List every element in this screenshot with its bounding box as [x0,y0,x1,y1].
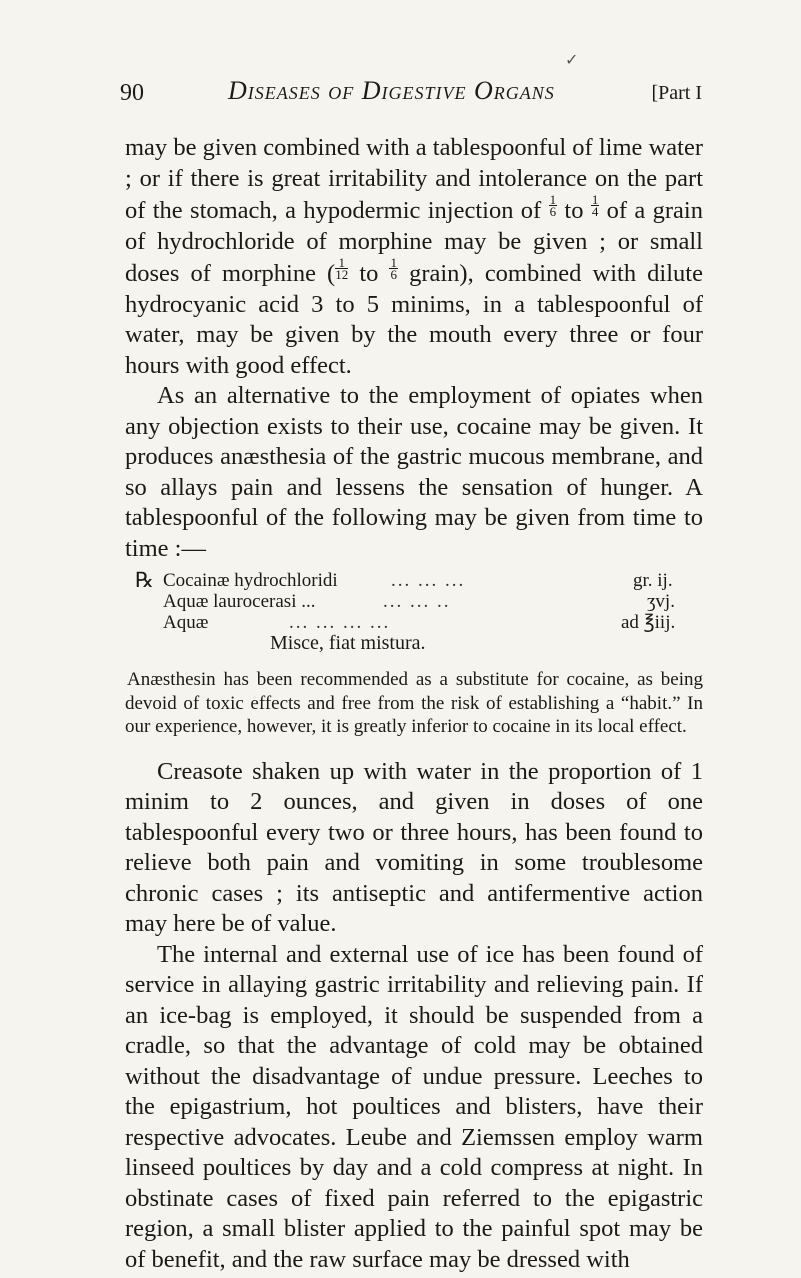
part-label: [Part I [651,82,702,104]
paragraph-cocaine: As an alternative to the employment of opiates when any objection exists to their use, cocaine may be given. It produces anæsthesia of the gastric mucous membrane, and so allays pain and lessens the sensation of hunger. A tablespoonful of the following may be given from time to time :— [125,382,703,562]
text-run: of a grain of hydrochloride of morphine may be given ; or small doses of morphine ( [125,197,703,287]
paragraph-creasote: Creasote shaken up with water in the proportion of 1 minim to 2 ounces, and given in doses of one tablespoonful every two or three hours, has been found to relieve both pain and vomiting in some troublesome chronic cases ; its antiseptic and antifermentive action may here be of value. [125,757,703,937]
running-header [120,76,702,116]
fraction-numerator: 1 [335,257,348,269]
footnote-anaesthesin: Anæsthesin has been recommended as a substitute for cocaine, as being devoid of toxic effects and free from the risk of establishing a “habit.” In our experience, however, it is greatly inferior to cocaine in its local effect. [125,669,703,737]
prescription-block [125,570,703,654]
recipe-symbol: ℞ [135,568,154,592]
page-body [125,133,703,1275]
page-number: 90 [120,80,144,106]
prescription-ingredient: Aquæ [163,612,209,633]
prescription-dots: ... ... ... ... [289,612,391,633]
running-title-part1: Diseases of [228,76,362,105]
prescription-ingredient: Aquæ laurocerasi ... [163,591,316,612]
text-run: to [557,197,591,224]
text-run: may be given combined with a tablespoonful of lime water ; or if there is great irritability and intolerance on the part of the stomach, a hypodermic injection of [125,134,703,224]
fraction-one-twelfth [335,257,348,280]
paragraph-ice: The internal and external use of ice has been found of service in allaying gastric irritability and relieving pain. If an ice-bag is employed, it should be suspended from a cradle, so that the advantage of cold may be obtained without the disadvantage of undue pressure. Leeches to the epigastrium, hot poultices and blisters, have their respective advocates. Leube and Ziemssen employ warm linseed poultices by day and a cold compress at night. In obstinate cases of fixed pain referred to the epigastric region, a small blister applied to the painful spot may be of benefit, and the raw surface may be dressed with [125,940,703,1273]
prescription-amount: ad ℥iij. [621,612,676,633]
section-gap [125,739,703,757]
running-title [228,76,555,106]
running-title-part3: Organs [466,76,555,105]
fraction-denominator: 4 [591,204,599,219]
running-title-part2: Digestive [361,76,467,105]
fraction-numerator: 1 [390,255,397,270]
prescription-instruction: Misce, fiat mistura. [270,632,426,654]
prescription-dots: ... ... .. [383,591,451,612]
fraction-denominator: 6 [390,267,397,282]
text-run: grain), combined with dilute hydrocyanic acid 3 to 5 minims, in a tablespoonful of water, may be given by the mouth every three or four hours with good effect. [125,260,703,379]
stray-tick-mark: ✓ [565,50,579,69]
prescription-amount: gr. ij. [633,570,673,591]
prescription-ingredient: Cocainæ hydrochloridi [163,570,338,591]
text-run: to [348,260,390,287]
fraction-one-sixth-b [389,257,398,280]
paragraph-opiates [125,133,703,381]
fraction-denominator: 12 [335,267,349,282]
prescription-amount: ʒvj. [647,591,675,612]
fraction-denominator: 6 [549,204,557,219]
prescription-dots: ... ... ... [391,570,466,591]
fraction-one-sixth [549,194,558,217]
fraction-numerator: 1 [549,192,557,207]
fraction-numerator: 1 [591,192,599,207]
